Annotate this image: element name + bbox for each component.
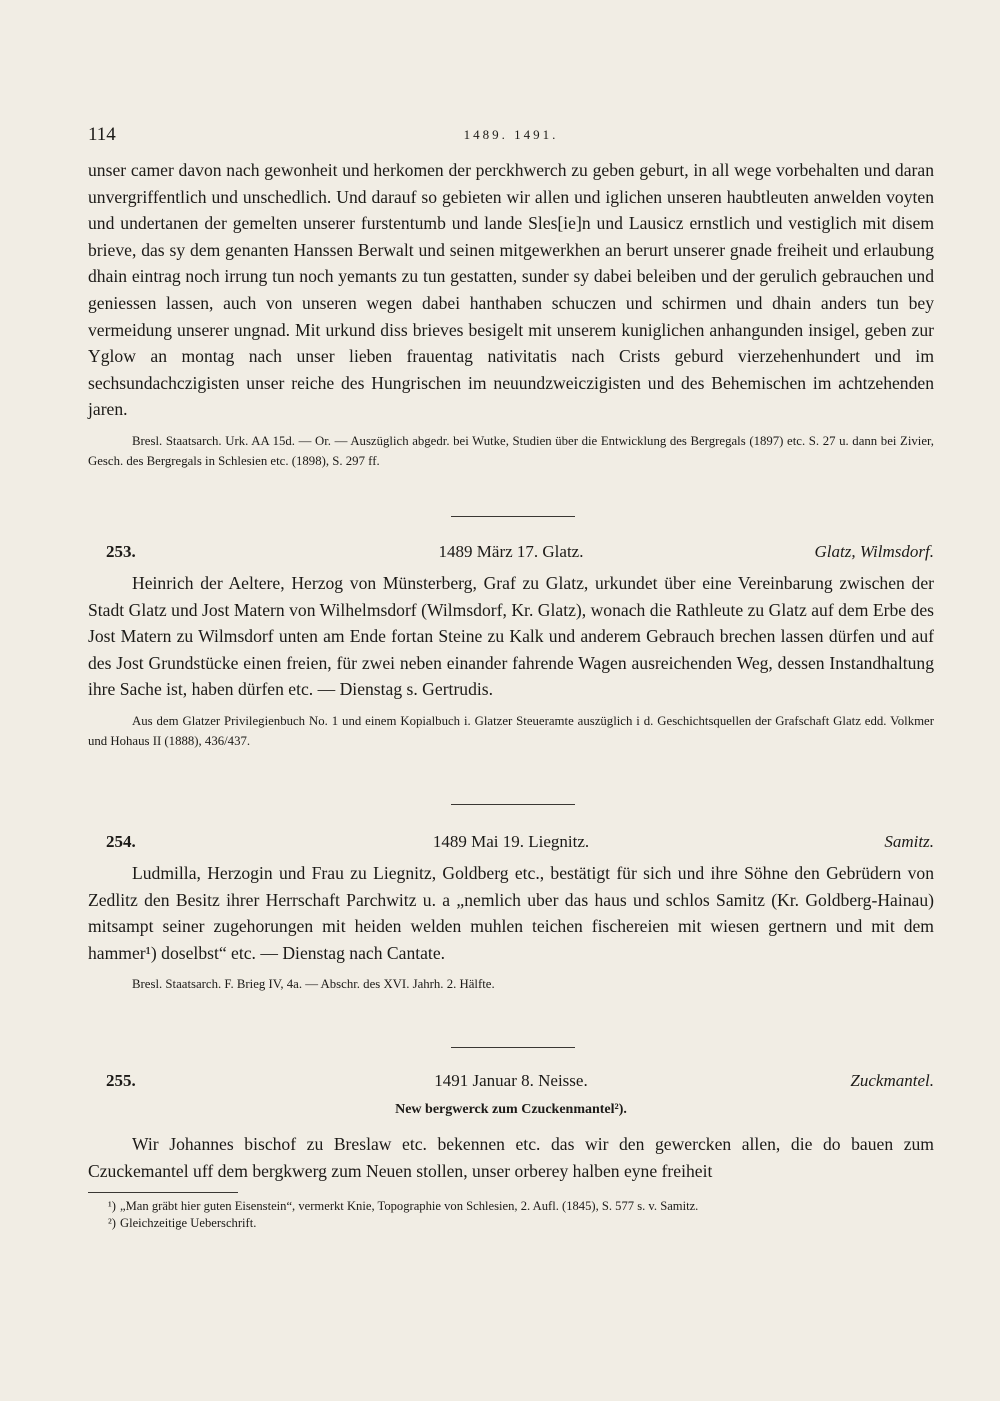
running-head: 1489. 1491. <box>463 127 559 142</box>
document-place: Zuckmantel. <box>850 1071 934 1090</box>
document-place: Samitz. <box>884 832 934 851</box>
document-253 <box>88 570 934 752</box>
document-heading <box>88 1071 934 1097</box>
footnote-rule <box>88 1192 238 1193</box>
document-number: 254. <box>106 832 136 851</box>
continuation-source: Bresl. Staatsarch. Urk. AA 15d. — Or. — Auszüglich abgedr. bei Wutke, Studien über die Entwicklung des Bergregals (1897) etc. S. 27 u. dann bei Zivier, Gesch. des Bergregals in Schlesien etc. (1898), S. 297 ff. <box>88 433 934 469</box>
footnote-mark: ²) <box>108 1216 116 1230</box>
document-summary: Wir Johannes bischof zu Breslaw etc. bekennen etc. das wir den gewercken allen, die do bauen zum Czuckemantel uff dem bergkwerg zum Neuen stollen, unser orberey halben eyne freiheit <box>88 1134 934 1181</box>
document-summary: Ludmilla, Herzogin und Frau zu Liegnitz, Goldberg etc., bestätigt für sich und ihre Söhne den Gebrüdern von Zedlitz den Besitz ihrer Herrschaft Parchwitz u. a „nemlich uber das haus und schlos Samitz (Kr. Goldberg-Hainau) mitsampt seiner zugehorungen mit heiden welden muhlen teichen fischereien mit wiesen gertnern und mit dem hammer¹) doselbst“ etc. — Dienstag nach Cantate. <box>88 863 934 963</box>
document-number: 255. <box>106 1071 136 1090</box>
document-255 <box>88 1131 934 1184</box>
footnotes <box>88 1198 934 1232</box>
document-source: Aus dem Glatzer Privilegienbuch No. 1 und einem Kopialbuch i. Glatzer Steueramte auszüglich i d. Geschichtsquellen der Grafschaft Glatz edd. Volkmer und Hohaus II (1888), 436/437. <box>88 713 934 749</box>
separator <box>451 804 575 805</box>
document-number: 253. <box>106 542 136 561</box>
document-place: Glatz, Wilmsdorf. <box>814 542 934 561</box>
document-source: Bresl. Staatsarch. F. Brieg IV, 4a. — Abschr. des XVI. Jahrh. 2. Hälfte. <box>132 977 495 992</box>
footnote-text: Gleichzeitige Ueberschrift. <box>120 1216 257 1230</box>
footnote-2 <box>88 1215 934 1232</box>
footnote-text: „Man gräbt hier guten Eisenstein“, vermerkt Knie, Topographie von Schlesien, 2. Aufl. (1845), S. 577 s. v. Samitz. <box>120 1199 699 1213</box>
page-number: 114 <box>88 124 116 145</box>
document-date: 1489 Mai 19. Liegnitz. <box>432 832 590 851</box>
continuation-section <box>88 157 934 472</box>
footnote-1 <box>88 1198 934 1215</box>
separator <box>451 1047 575 1048</box>
document-date: 1489 März 17. Glatz. <box>438 542 584 561</box>
document-summary: Heinrich der Aeltere, Herzog von Münsterberg, Graf zu Glatz, urkundet über eine Vereinbarung zwischen der Stadt Glatz und Jost Matern von Wilhelmsdorf (Wilmsdorf, Kr. Glatz), wonach die Rathleute zu Glatz auf dem Erbe des Jost Matern zu Wilmsdorf unten am Ende fortan Steine zu Kalk und anderem Gebrauch brechen lassen dürfen und auf des Jost Grundstücke einen freien, für zwei neben einander fahrende Wagen ausreichenden Weg, dessen Instandhaltung ihre Sache ist, haben dürfen etc. — Dienstag s. Gertrudis. <box>88 573 934 700</box>
continuation-text: unser camer davon nach gewonheit und herkomen der perckhwerch zu geben geburt, in all wege vorbehalten und daran unvergriffentlich und unschedlich. Und darauf so gebieten wir allen und iglichen unseren haubtleuten anwelden voyten und undertanen der gemelten unserer furstentumb und lande Sles[ie]n und Lausicz ernstlich und vestiglich mit disem brieve, das sy dem genanten Hanssen Berwalt und seinen mitgewerkhen an berurt unserer gnade freiheit und erlaubung dhain eintrag noch irrung tun noch yemants zu tun gestatten, sunder sy dabei beleiben und der gerulich gebrauchen und geniessen lassen, auch von unseren wegen dabei hanthaben schuczen und schirmen und dhain anders tun bey vermeidung unserer ungnad. Mit urkund diss brieves besigelt mit unserem kuniglichen anhangunden insigel, geben zur Yglow an montag nach unser lieben frauentag nativitatis nach Crists geburd vierzehenhundert und im sechsundachczigisten unser reiche des Hungrischen im neuundzweiczigisten und des Behemischen im achtzehenden jaren. <box>88 160 934 420</box>
document-254 <box>88 860 934 995</box>
document-heading <box>88 542 934 568</box>
separator <box>451 516 575 517</box>
document-date: 1491 Januar 8. Neisse. <box>434 1071 588 1090</box>
footnote-mark: ¹) <box>108 1199 116 1213</box>
document-heading <box>88 832 934 858</box>
document-subtitle: New bergwerck zum Czuckenmantel²). <box>395 1102 627 1117</box>
page-header <box>88 124 934 150</box>
